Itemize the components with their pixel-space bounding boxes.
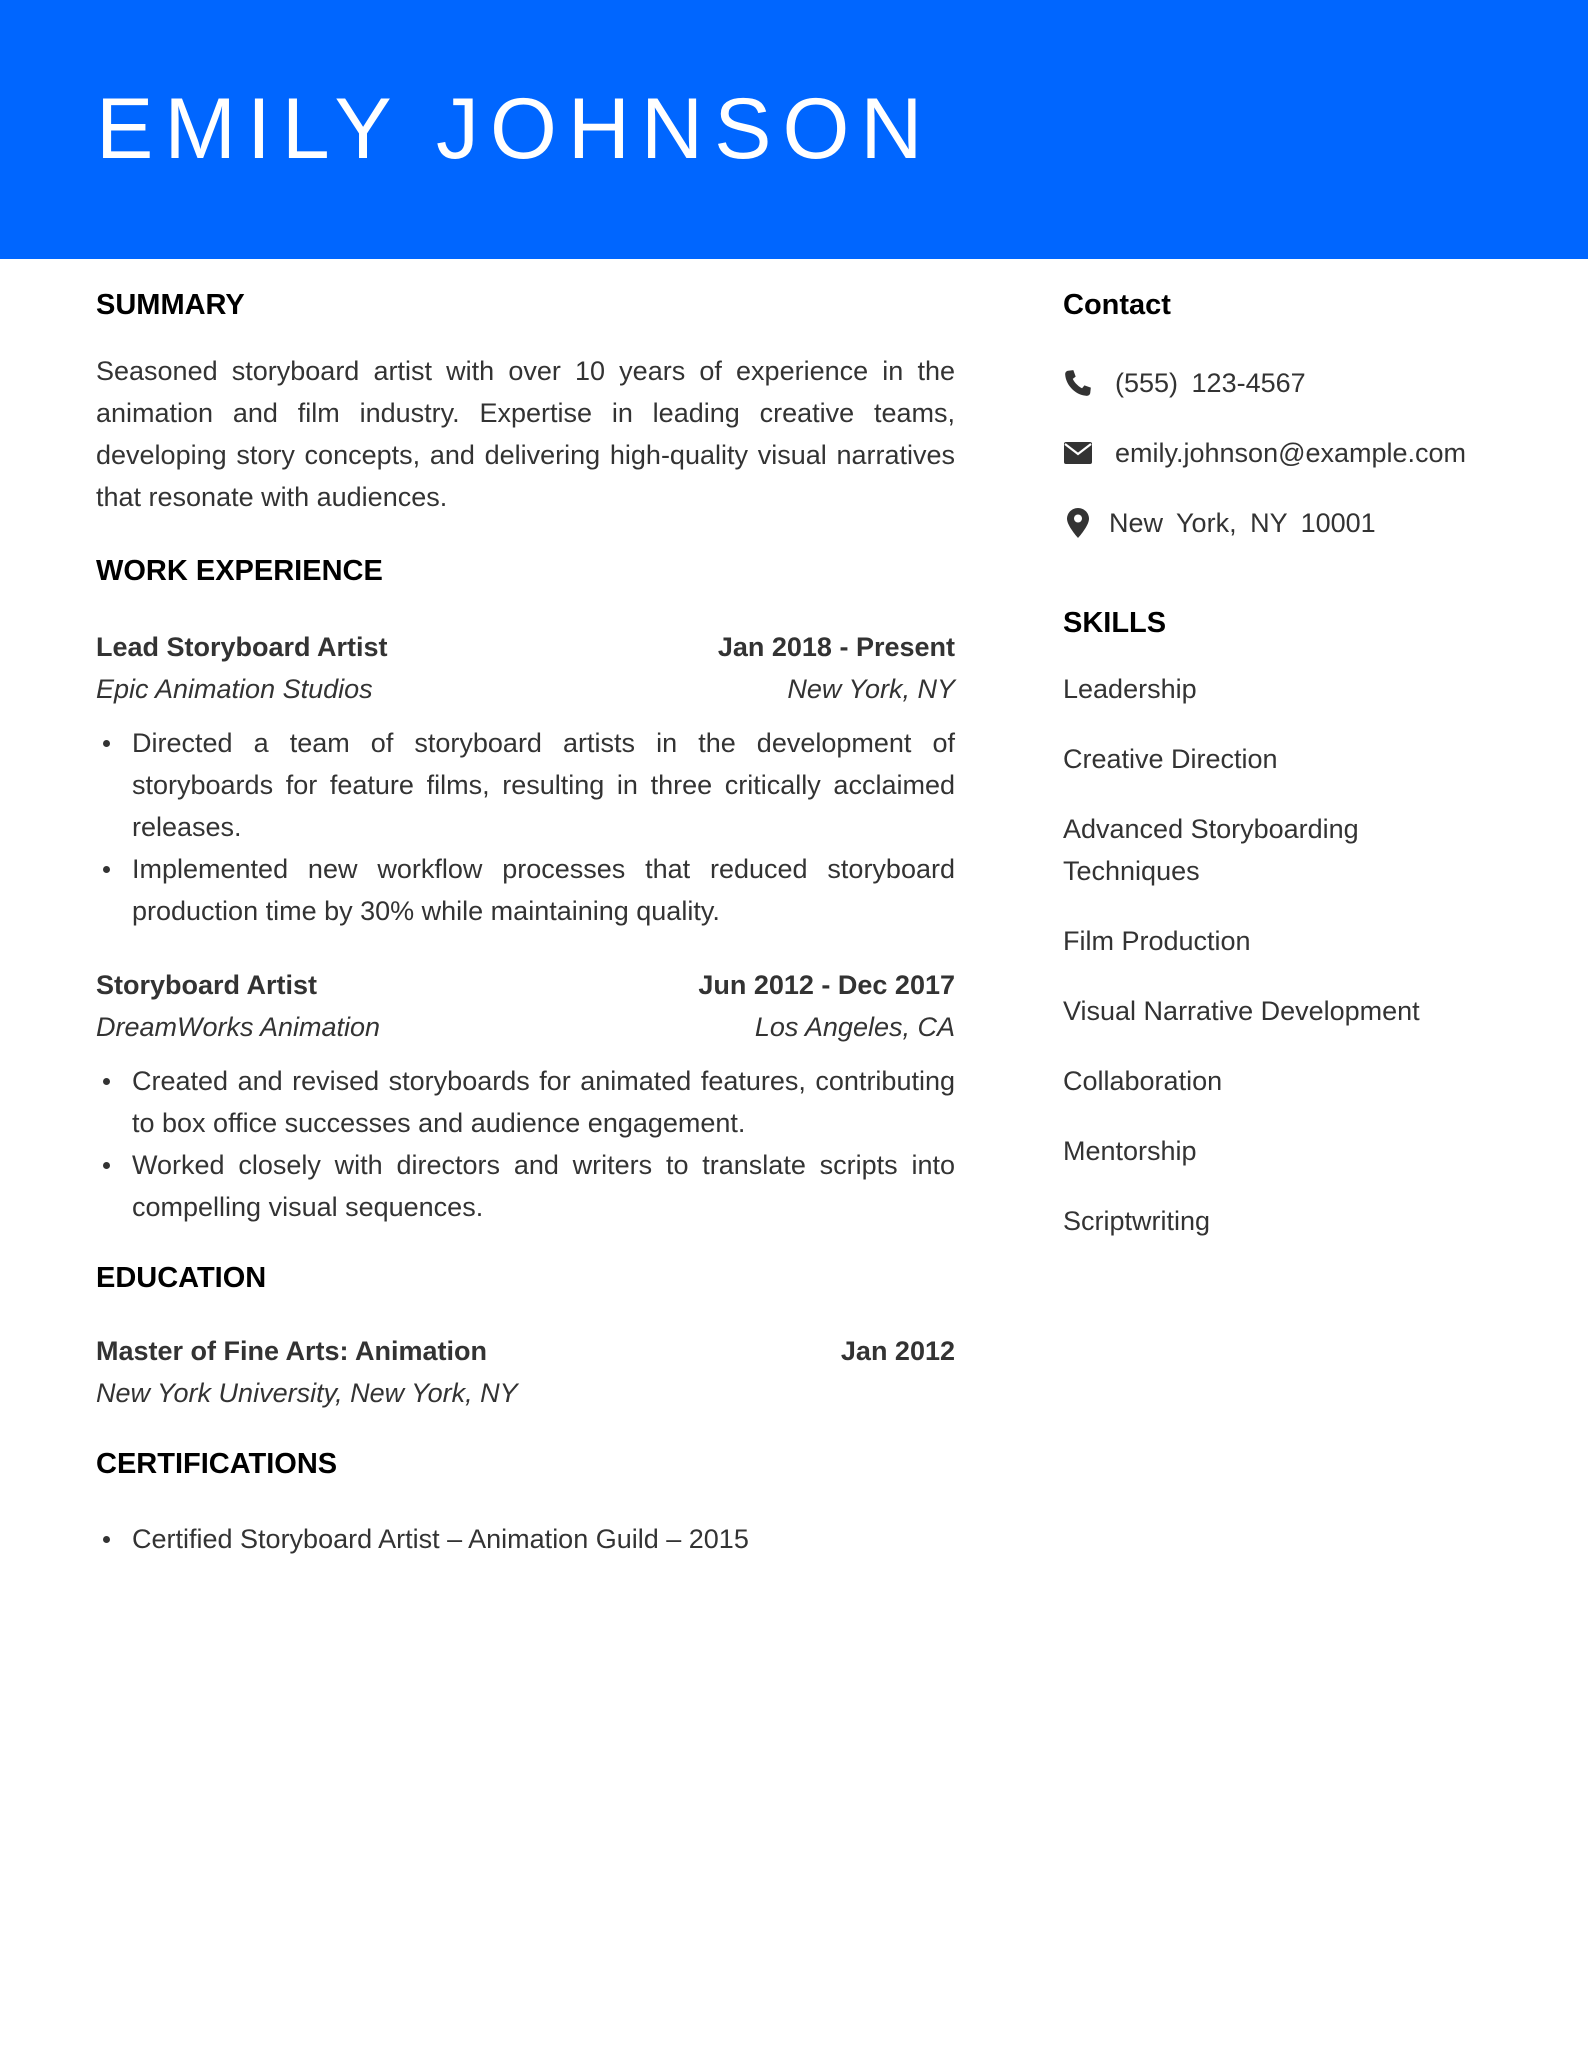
bullet-item: Implemented new workflow processes that reduced storyboard production time by 30% while maintaining quality. — [96, 848, 955, 932]
sidebar-column — [1063, 288, 1523, 1270]
degree-title: Master of Fine Arts: Animation — [96, 1336, 488, 1367]
job-date: Jun 2012 - Dec 2017 — [698, 969, 955, 1000]
job-entry — [96, 626, 955, 932]
bullet-item: Directed a team of storyboard artists in the development of storyboards for feature films, resulting in three critically acclaimed releases. — [96, 722, 955, 848]
job-title: Lead Storyboard Artist — [96, 631, 388, 662]
skills-heading: SKILLS — [1063, 606, 1167, 639]
summary-heading: SUMMARY — [96, 289, 245, 321]
skill-item: Leadership — [1063, 673, 1197, 704]
certifications-heading: CERTIFICATIONS — [96, 1448, 338, 1481]
contact-heading: Contact — [1063, 289, 1171, 321]
job-bullets — [96, 722, 955, 932]
envelope-icon — [1063, 438, 1093, 468]
job-company: Epic Animation Studios — [96, 673, 373, 704]
map-marker-icon — [1063, 508, 1093, 538]
skill-item: Mentorship — [1063, 1135, 1197, 1166]
skill-item: Scriptwriting — [1063, 1205, 1211, 1236]
certifications-list — [96, 1518, 955, 1560]
main-column — [96, 288, 955, 1560]
summary-text: Seasoned storyboard artist with over 10 years of experience in the animation and film industry. Expertise in leading creative teams, developing story concepts, and delivering high-quality visual narratives that resonate with audiences. — [96, 355, 955, 512]
school-name: New York University, New York, NY — [96, 1378, 518, 1409]
work-experience-heading: WORK EXPERIENCE — [96, 554, 383, 587]
phone-icon — [1063, 368, 1093, 398]
certification-item: Certified Storyboard Artist – Animation Guild – 2015 — [96, 1518, 955, 1560]
education-heading: EDUCATION — [96, 1261, 267, 1294]
job-entry — [96, 964, 955, 1228]
job-date: Jan 2018 - Present — [717, 631, 955, 662]
phone-number: (555) 123-4567 — [1115, 367, 1306, 398]
contact-location — [1063, 502, 1523, 544]
skill-item: Collaboration — [1063, 1065, 1223, 1096]
candidate-name: EMILY JOHNSON — [96, 81, 934, 177]
degree-date: Jan 2012 — [840, 1336, 955, 1367]
job-title: Storyboard Artist — [96, 969, 318, 1000]
job-location: Los Angeles, CA — [754, 1011, 955, 1042]
skill-item: Creative Direction — [1063, 743, 1278, 774]
skill-item: Film Production — [1063, 925, 1251, 956]
contact-phone — [1063, 362, 1523, 404]
skill-item: Visual Narrative Development — [1063, 995, 1420, 1026]
location-text: New York, NY 10001 — [1109, 507, 1376, 538]
bullet-item: Worked closely with directors and writers to translate scripts into compelling visual sequences. — [96, 1144, 955, 1228]
job-company: DreamWorks Animation — [96, 1011, 381, 1042]
skill-item: Advanced Storyboarding Techniques — [1063, 813, 1359, 886]
email-address: emily.johnson@example.com — [1115, 437, 1467, 468]
contact-email — [1063, 432, 1523, 474]
bullet-item: Created and revised storyboards for animated features, contributing to box office successes and audience engagement. — [96, 1060, 955, 1144]
job-location: New York, NY — [787, 673, 955, 704]
job-bullets — [96, 1060, 955, 1228]
header-banner — [0, 0, 1588, 259]
